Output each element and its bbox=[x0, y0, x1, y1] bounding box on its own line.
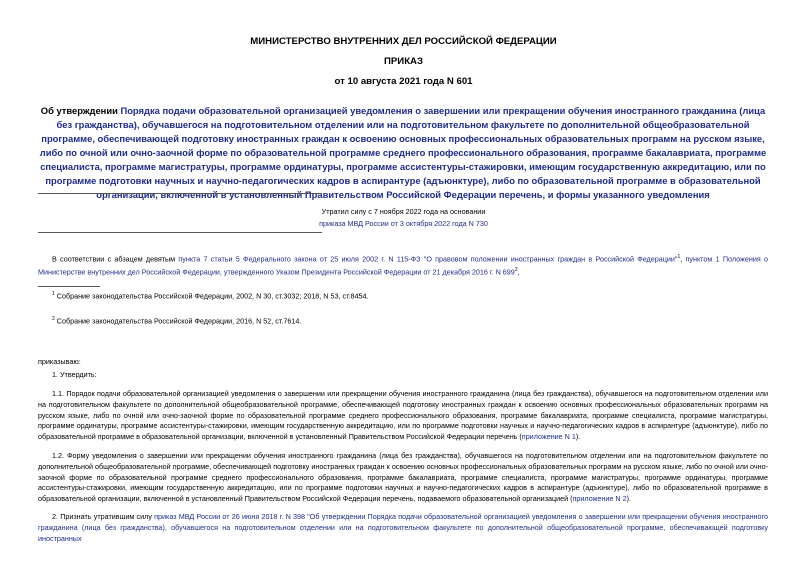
paragraph-2-text: 2. Признать утратившим силу bbox=[52, 512, 155, 521]
status-note-link[interactable]: приказа МВД России от 3 октября 2022 года N 730 bbox=[319, 219, 488, 228]
paragraph-1-2-text: 1.2. Форму уведомления о завершении или прекращении обучения иностранного гражданина (лица без гражданства), обучавшегося на подготовительном отделении или на подготовительном факультете по дополнительной общеобразовательной программе, обеспечивающей подготовку иностранных граждан к освоению основных профессиональных образовательных программ на русском языке, либо по очной или очно-заочной форме по образовательной программе среднего профессионального образования, программе бакалавриата, программе специалиста, программе магистратуры, программе ординатуры, программе ассистентуры-стажировки, имеющим государственную аккредитацию, или по программе подготовки научных и научно-педагогических кадров в аспирантуре (адъюнктуре), либо по образовательной программе в образовательной организации, включенной в установленный Правительством Российской Федерации перечень, подаваемого образовательной организацией ( bbox=[38, 451, 768, 504]
footnote-ref-1[interactable]: 1 bbox=[677, 254, 681, 260]
preamble-text-2: , bbox=[680, 254, 686, 264]
paragraph-1-1-end: ). bbox=[575, 432, 581, 442]
preamble-paragraph bbox=[38, 252, 768, 278]
preamble-link-law[interactable]: пункта 7 статьи 5 Федерального закона от 25 июля 2002 г. N 115-ФЗ "О правовом положении иностранных граждан в Российской Федерации" bbox=[178, 254, 678, 264]
status-note-line1: Утратил силу с 7 ноября 2022 года на основании bbox=[321, 207, 486, 216]
footnote-1-text: Собрание законодательства Российской Федерации, 2002, N 30, ст.3032; 2018, N 53, ст.8454. bbox=[54, 291, 369, 301]
title-link[interactable]: Порядка подачи образовательной организацией уведомления о завершении или прекращении обучения иностранного гражданина (лица без гражданства), обучавшегося на подготовительном отделении или на подготовительном факультете по дополнительной общеобразовательной программе, обеспечивающей подготовку иностранных граждан к освоению основных профессиональных образовательных программ на русском языке, либо по очной или очно-заочной форме по образовательной программе среднего профессионального образования, программе бакалавриата, программе специалиста, программе магистратуры, программе ординатуры, программе ассистентуры-стажировки, имеющим государственную аккредитацию, или по программе подготовки научных и научно-педагогических кадров в аспирантуре (адъюнктуре), либо по образовательной программе в образовательной организации, включенной в установленный Правительством Российской Федерации перечень, и формы указанного уведомления bbox=[39, 105, 767, 200]
appendix-2-link[interactable]: приложение N 2 bbox=[572, 494, 627, 504]
footnote-2 bbox=[52, 316, 301, 325]
paragraph-1-2-end: ). bbox=[626, 494, 631, 504]
preamble-link-regulation[interactable]: пунктом 1 Положения о Министерстве внутренних дел Российской Федерации, утвержденного Указом Президента Российской Федерации от 21 декабря 2016 г. N 699 bbox=[38, 254, 768, 277]
title-prefix: Об утверждении bbox=[40, 105, 121, 116]
footnote-1 bbox=[52, 291, 369, 300]
footnote-2-text: Собрание законодательства Российской Федерации, 2016, N 52, ст.7614. bbox=[54, 316, 302, 326]
approve-item: 1. Утвердить: bbox=[52, 370, 97, 379]
divider-top bbox=[38, 193, 322, 194]
paragraph-2 bbox=[38, 512, 768, 544]
paragraph-1-1 bbox=[38, 389, 768, 443]
paragraph-1-1-text: 1.1. Порядок подачи образовательной организацией уведомления о завершении или прекращении обучения иностранного гражданина (лица без гражданства), обучавшегося на подготовительном отделении или на подготовительном факультете по дополнительной общеобразовательной программе, обеспечивающей подготовку иностранных граждан к освоению основных профессиональных образовательных программ на русском языке, либо по очной или очно-заочной форме по образовательной программе среднего профессионального образования, программе бакалавриата, программе специалиста, программе магистратуры, программе ординатуры, программе ассистентуры-стажировки, имеющим государственную аккредитацию, или по программе подготовки научных и научно-педагогических кадров в аспирантуре (адъюнктуре), либо по образовательной программе в образовательной организации, включенной в установленный Правительством Российской Федерации перечень ( bbox=[38, 389, 768, 442]
paragraph-1-2 bbox=[38, 451, 768, 505]
doc-type-heading: ПРИКАЗ bbox=[384, 56, 423, 67]
divider-bottom bbox=[38, 232, 322, 233]
footnote-divider bbox=[38, 286, 100, 287]
footnote-1-mark: 1 bbox=[52, 291, 55, 297]
status-note bbox=[0, 206, 807, 230]
preamble-text-3: , bbox=[517, 267, 520, 277]
appendix-1-link[interactable]: приложение N 1 bbox=[521, 432, 576, 442]
preamble-text-1: В соответствии с абзацем девятым bbox=[52, 254, 179, 264]
repealed-order-link[interactable]: приказ МВД России от 26 июня 2018 г. N 398 "Об утверждении Порядка подачи образовательной организацией уведомления о завершении или прекращении обучения иностранного гражданина (лица без гражданства), обучавшегося на подготовительном отделении или на подготовительном факультете по дополнительной общеобразовательной программе, обеспечивающей подготовку иностранных bbox=[38, 512, 768, 543]
order-word: приказываю: bbox=[38, 357, 81, 366]
footnote-2-mark: 2 bbox=[52, 316, 55, 322]
ministry-heading: МИНИСТЕРСТВО ВНУТРЕННИХ ДЕЛ РОССИЙСКОЙ ФЕДЕРАЦИИ bbox=[250, 36, 557, 47]
document-title bbox=[38, 104, 768, 202]
doc-date-heading: от 10 августа 2021 года N 601 bbox=[334, 76, 473, 87]
footnote-ref-2[interactable]: 2 bbox=[514, 267, 518, 274]
